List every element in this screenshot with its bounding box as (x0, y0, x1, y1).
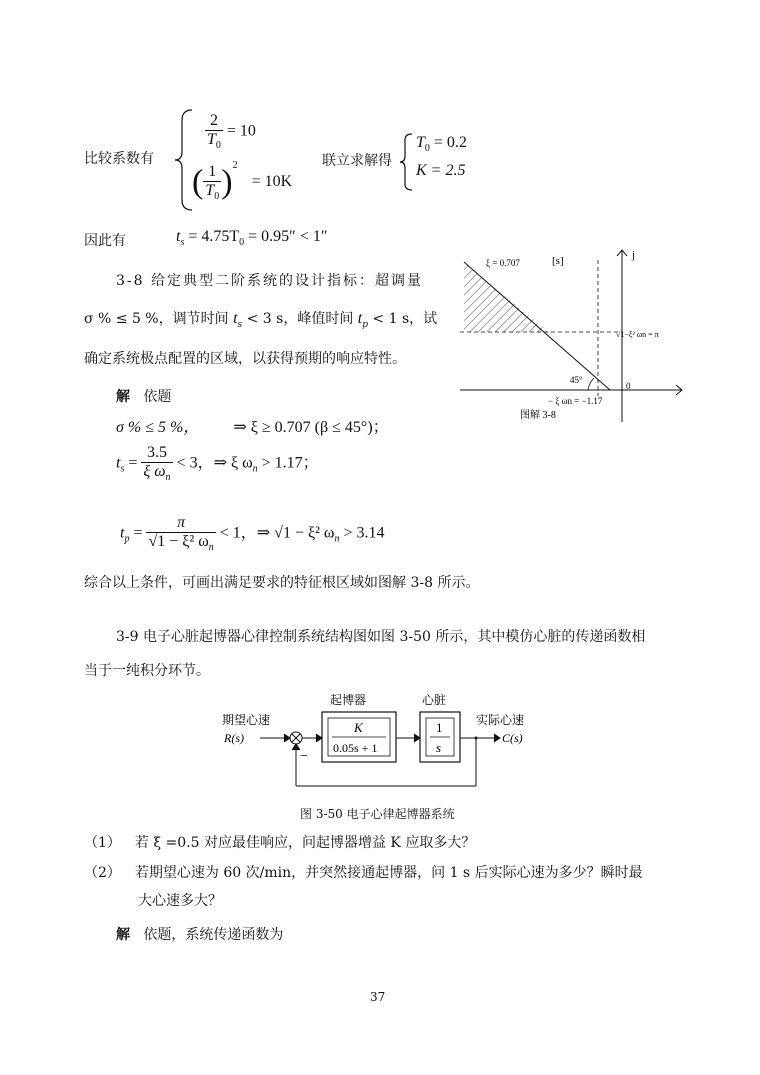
eq2-expr: $t_s = 4.75T_0 = 0.95'' < 1''$ (176, 228, 328, 249)
p38-cond2: $t_s$ = $\frac{3.5}{\xi \omega_n}$ < 3，⇒ ξ $\omega_n > 1.17$； (116, 444, 319, 484)
fig38-caption: 图解 3-8 (520, 410, 556, 421)
eq1-lead: 比较系数有 (84, 151, 154, 167)
question-2: （2） 若期望心速为 60 次/min，并突然接通起博器，问 1 s 后实际心速为多少？瞬时最 (84, 865, 643, 881)
fig350-block-diagram (220, 690, 550, 794)
p38-line3: 确定系统极点配置的区域，以获得预期的响应特性。 (84, 351, 406, 367)
page-number: 37 (370, 990, 386, 1004)
p38-line1: 3-8 给定典型二阶系统的设计指标：超调量 (116, 273, 423, 289)
p39-line2: 当于一纯积分环节。 (84, 663, 210, 679)
p38-line2: σ % ≤ 5 %，调节时间 $t_s < 3$ s，峰值时间 $t_p < 1$ s，试 (84, 310, 438, 330)
p38-cond3: $t_p$ = $\frac{\pi}{√1 - \xi^2 \omega_n}$ < 1，⇒ √1 − ξ² $\omega_n > 3.14$ (120, 514, 385, 554)
eq1-mid: 联立求解得 (322, 153, 392, 169)
fig38-origin-label: 0 (626, 381, 631, 391)
fig38-angle-label: 45° (570, 375, 583, 385)
p39-line1: 3-9 电子心脏起博器心律控制系统结构图如图 3-50 所示，其中模仿心脏的传递函数相 (116, 629, 646, 645)
eq2-lead: 因此有 (84, 233, 126, 249)
fig350-input-sym: R(s) (224, 731, 244, 745)
fig350-pacer-label: 起博器 (330, 693, 367, 707)
fig350-block1-num: K (354, 720, 363, 735)
p38-cond1: σ % ≤ 5 %， ⇒ ξ ≥ 0.707 (β ≤ 45°)； (116, 419, 389, 436)
fig38-sigma-label: − ξ ωn = −1.17 (548, 396, 603, 406)
p38-summary: 综合以上条件，可画出满足要求的特征根区域如图解 3-8 所示。 (84, 575, 480, 591)
fig350-block1-den: 0.05s + 1 (333, 741, 378, 755)
fig350-caption: 图 3-50 电子心律起博器系统 (300, 807, 455, 821)
fig38-splane (460, 248, 686, 428)
fig350-block2-den: s (436, 740, 442, 755)
question-2-cont: 大心速多大？ (138, 893, 222, 909)
eq1-sol2: K = 2.5 (416, 162, 466, 179)
fig350-heart-label: 心脏 (422, 693, 447, 707)
fig350-output-label: 实际心速 (476, 713, 525, 727)
fig350-output-sym: C(s) (502, 731, 523, 745)
eq1-row1: $\frac{2}{T_0}$ = 10 (207, 112, 256, 152)
final-solution-heading: 解 依题，系统传递函数为 (116, 927, 284, 943)
fig350-input-label: 期望心速 (222, 713, 271, 727)
fig38-xi-label: ξ = 0.707 (486, 258, 520, 268)
eq1-row2: ( $\frac{1}{T_0}$ )$^2$ = 10K (192, 160, 293, 202)
p38-solution-heading: 解 依题 (116, 389, 172, 405)
fig38-s-label: [s] (552, 255, 564, 267)
fig38-j-label: j (632, 249, 636, 261)
fig350-block2-num: 1 (436, 720, 443, 735)
fig350-minus-sign: − (300, 749, 308, 764)
fig38-wd-label: √1−ξ² ωn = π (616, 330, 659, 339)
question-1: （1） 若 ξ =0.5 对应最佳响应，问起博器增益 K 应取多大？ (84, 835, 476, 851)
eq1-sol1: $T_0 = 0.2$ (416, 134, 467, 155)
eq1-right-brace (398, 132, 414, 192)
